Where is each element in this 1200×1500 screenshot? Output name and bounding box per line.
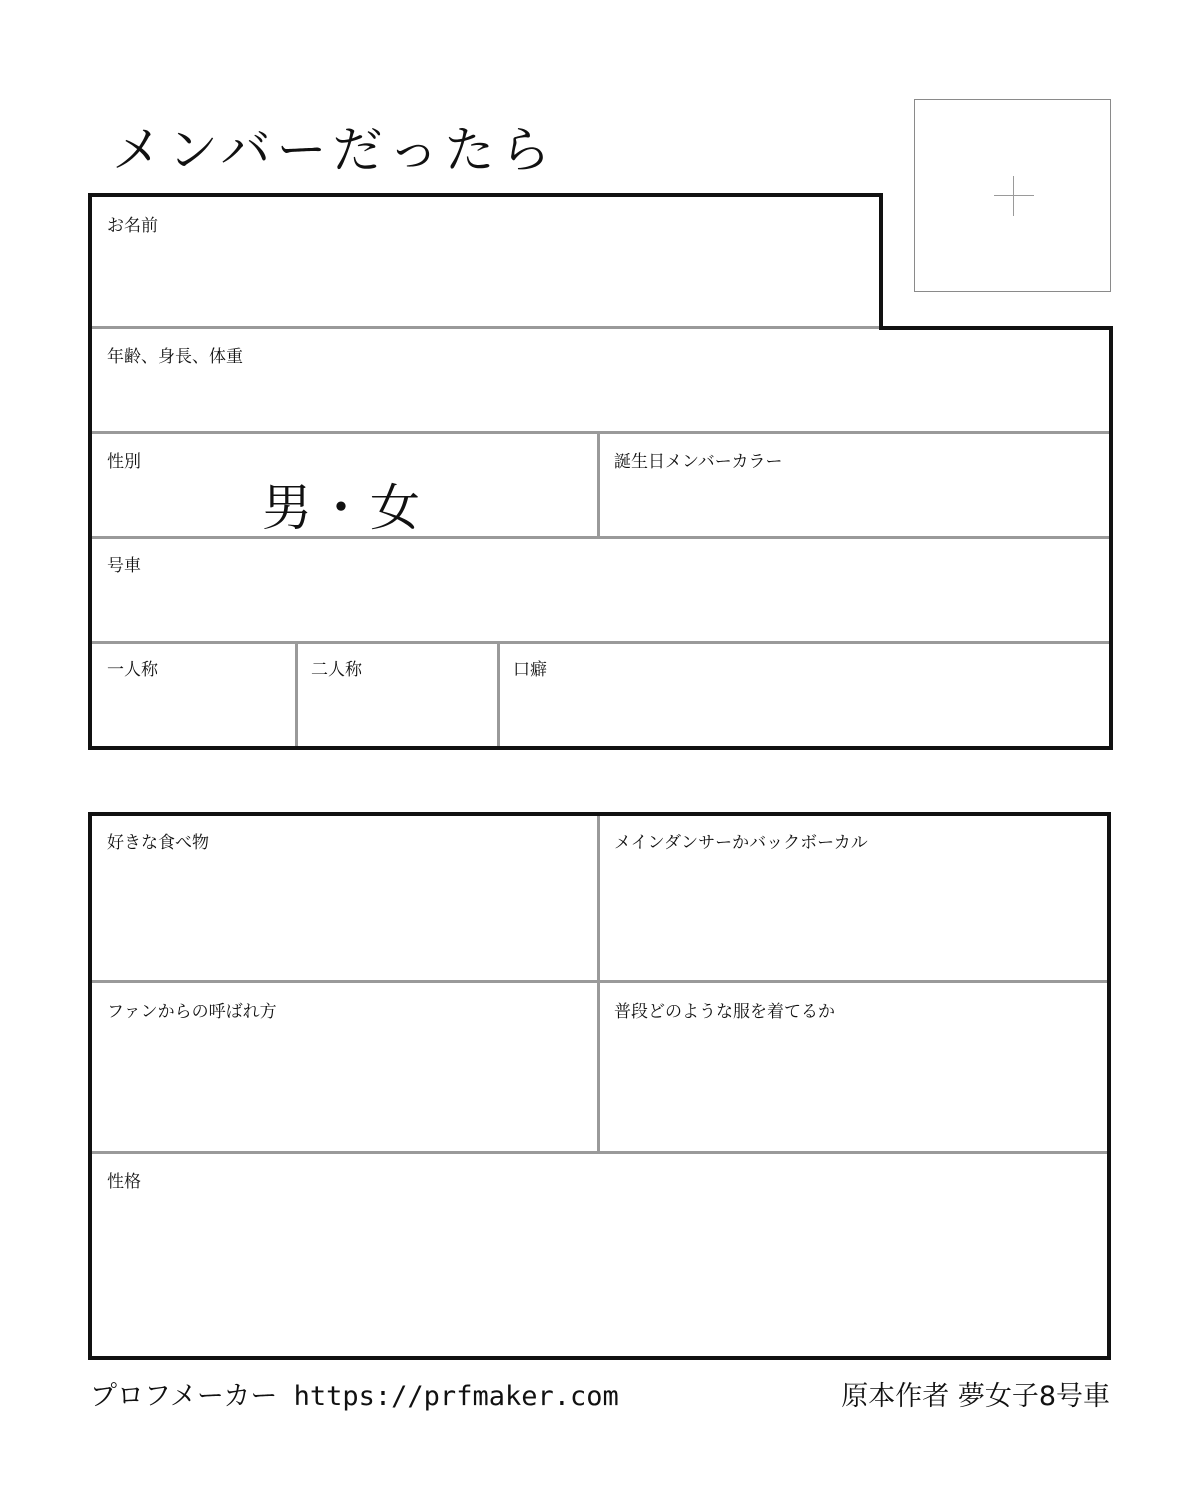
second-person-label: 二人称 bbox=[311, 660, 362, 680]
first-person-label: 一人称 bbox=[107, 660, 158, 680]
page-title: メンバーだったら bbox=[112, 121, 557, 179]
gender-choice: 男・女 bbox=[262, 479, 424, 537]
favorite-food-label: 好きな食べ物 bbox=[107, 833, 209, 853]
usual-clothes-label: 普段どのような服を着てるか bbox=[614, 1002, 835, 1022]
fan-name-label: ファンからの呼ばれ方 bbox=[107, 1002, 277, 1022]
catchphrase-label: 口癖 bbox=[513, 660, 547, 680]
footer-credit-author: 原本作者 夢女子8号車 bbox=[841, 1381, 1110, 1412]
position-label: メインダンサーかバックボーカル bbox=[614, 833, 868, 853]
personality-field[interactable] bbox=[92, 1154, 1107, 1356]
plus-icon bbox=[994, 176, 1034, 216]
footer-credit-site: プロフメーカー https://prfmaker.com bbox=[90, 1381, 619, 1412]
car-number-field[interactable] bbox=[92, 539, 1109, 641]
name-label: お名前 bbox=[107, 216, 158, 236]
name-field[interactable] bbox=[92, 197, 879, 326]
age-height-weight-label: 年齢、身長、体重 bbox=[107, 347, 243, 367]
catchphrase-field[interactable] bbox=[500, 644, 1109, 746]
age-height-weight-field[interactable] bbox=[92, 329, 1109, 431]
birthday-color-label: 誕生日メンバーカラー bbox=[614, 452, 783, 472]
photo-upload-box[interactable] bbox=[914, 99, 1111, 292]
gender-label: 性別 bbox=[107, 452, 141, 472]
personality-label: 性格 bbox=[107, 1172, 141, 1192]
car-number-label: 号車 bbox=[107, 556, 141, 576]
